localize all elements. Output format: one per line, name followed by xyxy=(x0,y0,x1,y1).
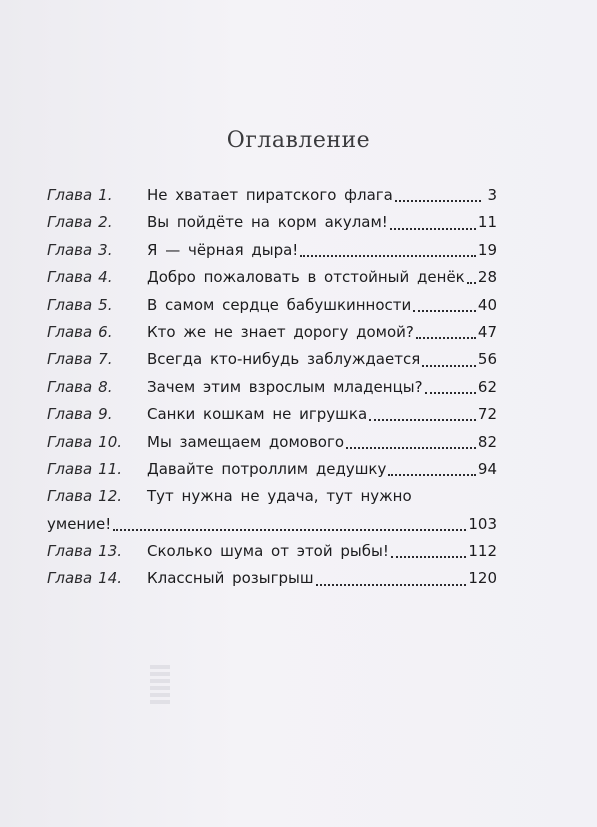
chapter-title: Я — чёрная дыра! xyxy=(147,240,299,259)
chapter-number: 2. xyxy=(98,213,113,232)
chapter-title: Классный розыгрыш xyxy=(147,569,314,588)
bleed-through-text xyxy=(110,56,490,66)
toc-entry[interactable] xyxy=(47,209,497,236)
dot-leader xyxy=(422,364,476,367)
chapter-label: Глава xyxy=(47,542,93,561)
chapter-label: Глава xyxy=(47,295,93,314)
dot-leader xyxy=(388,473,476,476)
page-number: 112 xyxy=(468,542,497,561)
chapter-label: Глава xyxy=(47,569,93,588)
chapter-number: 14. xyxy=(98,569,123,588)
chapter-title: Зачем этим взрослым младенцы? xyxy=(147,377,423,396)
page-number: 94 xyxy=(477,459,497,478)
chapter-title: В самом сердце бабушкинности xyxy=(147,295,412,314)
page-number: 28 xyxy=(477,268,497,287)
chapter-number: 12. xyxy=(98,487,123,506)
toc-entry[interactable] xyxy=(47,429,497,456)
chapter-label: Глава xyxy=(47,350,93,369)
chapter-title: Сколько шума от этой рыбы! xyxy=(147,542,389,561)
chapter-number: 11. xyxy=(98,459,123,478)
chapter-label: Глава xyxy=(47,487,93,506)
bleed-through-logo xyxy=(150,664,170,704)
page-number: 82 xyxy=(477,432,497,451)
dot-leader xyxy=(346,446,476,449)
dot-leader xyxy=(369,418,476,421)
page-number: 47 xyxy=(477,322,497,341)
page-number: 120 xyxy=(468,569,497,588)
page-number: 72 xyxy=(477,405,497,424)
dot-leader xyxy=(395,199,481,202)
toc-entry[interactable] xyxy=(47,319,497,346)
toc-entry[interactable] xyxy=(47,565,497,592)
chapter-number: 9. xyxy=(98,405,113,424)
chapter-number: 7. xyxy=(98,350,113,369)
chapter-title: Давайте потроллим дедушку xyxy=(147,459,387,478)
toc-entry[interactable] xyxy=(47,456,497,483)
chapter-label: Глава xyxy=(47,268,93,287)
page-number: 56 xyxy=(477,350,497,369)
chapter-title: Санки кошкам не игрушка xyxy=(147,405,368,424)
dot-leader xyxy=(113,528,466,531)
toc-entry[interactable] xyxy=(47,483,497,510)
toc-entry[interactable] xyxy=(47,237,497,264)
chapter-label: Глава xyxy=(47,186,93,204)
chapter-number: 6. xyxy=(98,322,113,341)
chapter-number: 13. xyxy=(98,542,123,561)
dot-leader xyxy=(416,336,476,339)
dot-leader xyxy=(390,227,476,230)
chapter-label: Глава xyxy=(47,459,93,478)
toc-entry[interactable] xyxy=(47,292,497,319)
dot-leader xyxy=(413,309,476,312)
chapter-label: Глава xyxy=(47,432,93,451)
chapter-title: Добро пожаловать в отстойный денёк xyxy=(147,268,465,287)
chapter-number: 3. xyxy=(98,240,113,259)
bleed-through-text xyxy=(140,88,440,98)
toc-entry[interactable] xyxy=(47,538,497,565)
dot-leader xyxy=(316,583,467,586)
chapter-number: 1. xyxy=(98,186,113,204)
toc-entry[interactable] xyxy=(47,401,497,428)
dot-leader xyxy=(425,391,476,394)
chapter-number: 8. xyxy=(98,377,113,396)
page-number: 103 xyxy=(468,514,497,533)
page-number: 3 xyxy=(487,186,497,204)
chapter-title: Вы пойдёте на корм акулам! xyxy=(147,213,388,232)
toc-entry[interactable] xyxy=(47,346,497,373)
chapter-label: Глава xyxy=(47,240,93,259)
dot-leader xyxy=(300,254,476,257)
page-number: 40 xyxy=(477,295,497,314)
chapter-title: Тут нужна не удача, тут нужно xyxy=(147,487,412,506)
chapter-title: Кто же не знает дорогу домой? xyxy=(147,322,414,341)
chapter-number: 5. xyxy=(98,295,113,314)
chapter-title: Всегда кто-нибудь заблуждается xyxy=(147,350,421,369)
page-number: 19 xyxy=(477,240,497,259)
chapter-number: 4. xyxy=(98,268,113,287)
chapter-title: Не хватает пиратского флага xyxy=(147,186,393,204)
table-of-contents xyxy=(47,182,497,593)
toc-entry[interactable] xyxy=(47,182,497,209)
page-number: 11 xyxy=(477,213,497,232)
chapter-label: Глава xyxy=(47,322,93,341)
toc-entry-continuation[interactable] xyxy=(47,511,497,538)
chapter-label: Глава xyxy=(47,377,93,396)
chapter-number: 10. xyxy=(98,432,123,451)
page-number: 62 xyxy=(477,377,497,396)
dot-leader xyxy=(391,555,467,558)
page-title: Оглавление xyxy=(226,128,371,153)
chapter-title: Мы замещаем домового xyxy=(147,432,345,451)
toc-entry[interactable] xyxy=(47,374,497,401)
chapter-label: Глава xyxy=(47,405,93,424)
chapter-title-continuation: умение! xyxy=(47,514,112,533)
toc-entry[interactable] xyxy=(47,264,497,291)
chapter-label: Глава xyxy=(47,213,93,232)
dot-leader xyxy=(467,281,476,284)
